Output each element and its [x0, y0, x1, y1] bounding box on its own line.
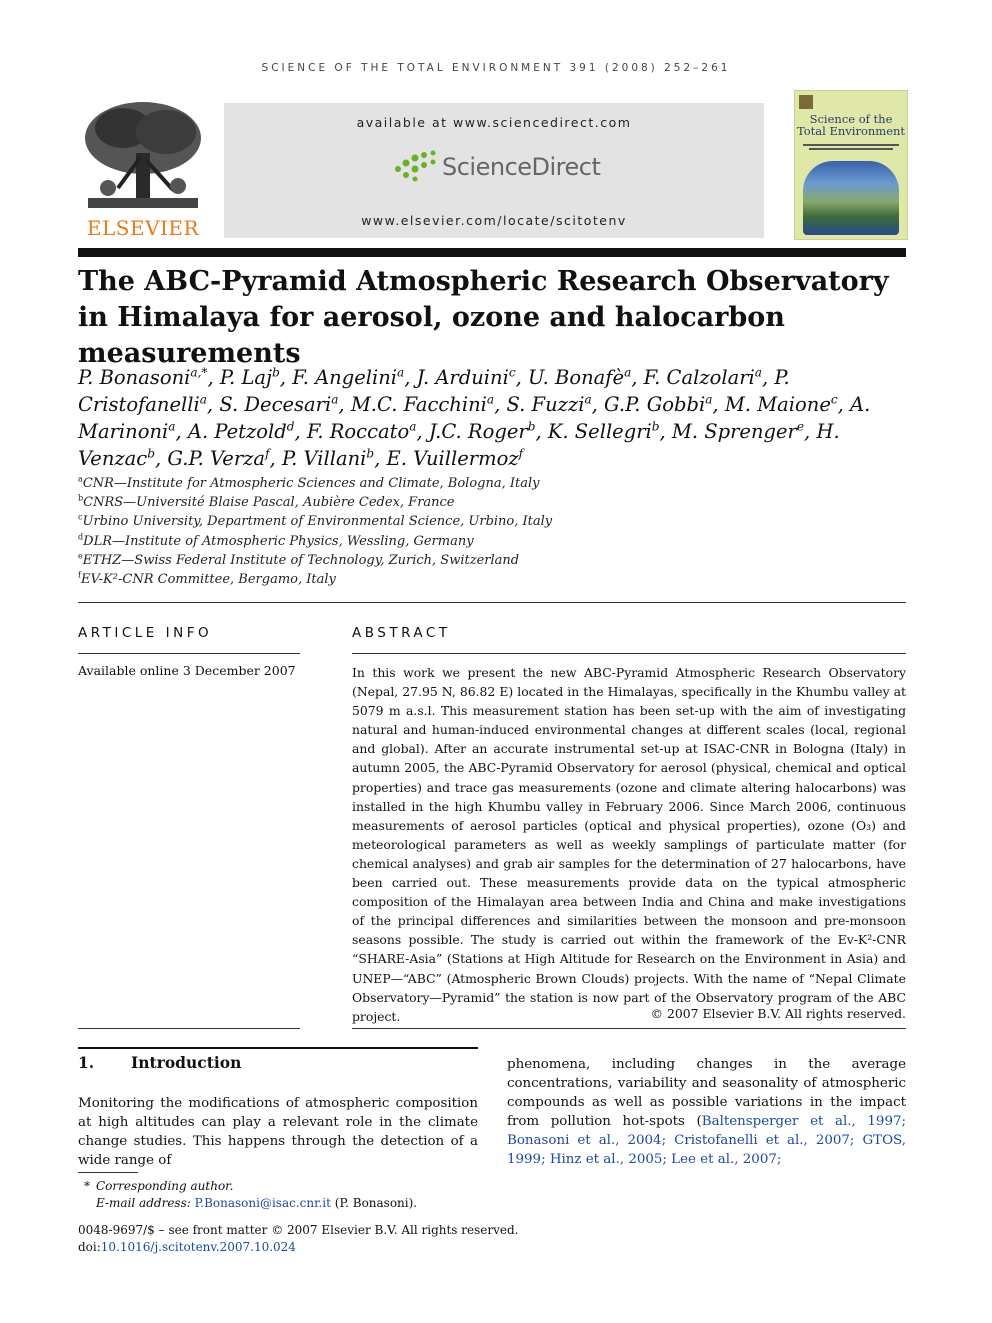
author-name: M.C. Facchini — [350, 393, 487, 416]
author-affiliation-mark: f — [265, 446, 270, 461]
author-affiliation-mark: a — [199, 392, 207, 407]
sciencedirect-wordmark: ScienceDirect — [442, 153, 601, 181]
email-label: E-mail address: — [96, 1196, 191, 1210]
sciencedirect-logo — [392, 149, 602, 189]
author-affiliation-mark: b — [147, 446, 155, 461]
doi-label: doi: — [78, 1240, 101, 1254]
email-owner: (P. Bonasoni). — [334, 1196, 418, 1210]
running-header: SCIENCE OF THE TOTAL ENVIRONMENT 391 (2008) 252–261 — [261, 62, 731, 74]
author-name: J.C. Roger — [428, 420, 528, 443]
journal-cover-title: Science of the Total Environment — [796, 112, 906, 138]
author-affiliation-mark: a — [584, 392, 592, 407]
affiliation-mark: a — [78, 474, 83, 484]
affiliation-mark: b — [78, 493, 84, 503]
affiliation-text: CNR—Institute for Atmospheric Sciences and Climate, Bologna, Italy — [82, 476, 540, 491]
author-affiliation-mark: c — [830, 392, 838, 407]
affiliation-mark: d — [78, 532, 84, 542]
author-list: P. Bonasoni$^{a,*}$, P. Laj$^b$, F. Angelini$^a$, J. Arduini$^c$, U. Bonafè$^a$, F. Calzolari$^a$, P. Cristofanelli$^a$, S. Decesari$^a$, M.C. Facchini$^a$, S. Fuzzi$^a$, G.P. Gobbi$^a$, M. Maione$^c$, A. Marinoni$^a$, A. Petzold$^d$, F. Roccato$^a$, J.C. Roger$^b$, K. Sellegri$^b$, M. Sprenger$^e$, H. Venzac$^b$, G.P. Verza$^f$, P. Villani$^b$, E. Vuillermoz$^f$ — [78, 365, 871, 470]
elsevier-wordmark: ELSEVIER — [86, 216, 200, 240]
author-affiliation-mark: e — [796, 419, 805, 434]
author-affiliation-mark: a,* — [190, 365, 208, 380]
intro-right-column — [507, 1055, 906, 1169]
affiliation — [78, 493, 678, 512]
author-affiliation-mark: b — [366, 446, 375, 461]
affiliation — [78, 532, 678, 551]
author-name: G.P. Gobbi — [604, 393, 706, 416]
author-name: P. Laj — [219, 366, 273, 389]
email-link[interactable]: P.Bonasoni@isac.cnr.it — [194, 1196, 331, 1210]
author-affiliation-mark: a — [409, 419, 417, 434]
sciencedirect-dots-icon — [392, 149, 440, 185]
author-name: U. Bonafè — [528, 366, 625, 389]
cover-landscape-image — [803, 161, 899, 235]
journal-cover — [794, 90, 908, 240]
intro-rule — [78, 1047, 478, 1049]
author-name: S. Decesari — [219, 393, 332, 416]
available-at-text[interactable]: available at www.sciencedirect.com — [356, 115, 632, 130]
affiliation — [78, 474, 678, 493]
cover-subtitle-lines — [803, 143, 899, 153]
author-affiliation-mark: a — [705, 392, 713, 407]
doi-link[interactable]: 10.1016/j.scitotenv.2007.10.024 — [100, 1240, 296, 1254]
author-affiliation-mark: a — [397, 365, 405, 380]
issn-line: 0048-9697/$ – see front matter © 2007 Elsevier B.V. All rights reserved. — [78, 1223, 519, 1237]
affiliation-list — [78, 474, 678, 589]
author-name: A. Marinoni — [78, 393, 871, 443]
article-info-rule — [78, 653, 300, 654]
section-number: 1. — [78, 1053, 95, 1072]
abstract-heading: ABSTRACT — [352, 625, 451, 641]
author-name: M. Sprenger — [671, 420, 797, 443]
section-title: Introduction — [131, 1053, 242, 1072]
author-affiliation-mark: c — [508, 365, 516, 380]
footnote — [78, 1178, 498, 1212]
elsevier-mini-logo-icon — [799, 95, 813, 109]
affiliation-text: Urbino University, Department of Environmental Science, Urbino, Italy — [82, 514, 553, 530]
author-affiliation-mark: b — [651, 419, 660, 434]
author-name: S. Fuzzi — [506, 393, 585, 416]
author-name: E. Vuillermoz — [386, 447, 519, 470]
affiliation — [78, 512, 678, 531]
author-affiliation-mark: b — [272, 365, 280, 380]
author-affiliation-mark: a — [331, 392, 339, 407]
author-name: P. Bonasoni — [78, 366, 191, 389]
elsevier-logo — [78, 98, 208, 240]
affiliation-mark: c — [78, 513, 83, 523]
author-affiliation-mark: a — [168, 419, 176, 434]
author-name: G.P. Verza — [167, 447, 266, 470]
section-heading-introduction — [78, 1053, 241, 1072]
footnote-rule — [78, 1172, 138, 1173]
affiliation-text: DLR—Institute of Atmospheric Physics, Wessling, Germany — [83, 533, 474, 549]
author-affiliation-mark: f — [518, 446, 524, 461]
author-name: F. Angelini — [292, 366, 398, 389]
abstract-rule — [352, 653, 906, 654]
author-affiliation-mark: a — [624, 365, 632, 380]
abstract-bottom-rule — [352, 1028, 906, 1029]
author-name: P. Cristofanelli — [78, 366, 790, 416]
article-info-heading: ARTICLE INFO — [78, 625, 213, 641]
sciencedirect-banner — [224, 103, 764, 238]
affiliation-text: ETHZ—Swiss Federal Institute of Technology, Zurich, Switzerland — [82, 552, 520, 568]
affiliation-text: CNRS—Université Blaise Pascal, Aubière Cedex, France — [83, 495, 455, 511]
header-rule — [78, 248, 906, 257]
abstract-text: In this work we present the new ABC-Pyramid Atmospheric Research Observatory (Nepal, 27.95 N, 86.82 E) located in the Himalayas, specifically in the Khumbu valley at 5079 m a.s.l. This measurement station has been set-up with the aim of investigating natural and human-induced environmental changes at different scales (local, regional and global). After an accurate instrumental set-up at ISAC-CNR in Bologna (Italy) in autumn 2005, the ABC-Pyramid Observatory for aerosol (physical, chemical and optical properties) and trace gas measurements (ozone and climate altering halocarbons) was installed in the high Khumbu valley in February 2006. Since March 2006, continuous measurements of aerosol particles (optical and physical properties), ozone (O₃) and meteorological parameters as well as weekly samplings of particulate matter (for chemical analyses) and grab air samples for the determination of 27 halocarbons, have been carried out. These measurements provide data on the typical atmospheric composition of the Himalayan area between India and China and make investigations of the principal differences and similarities between the monsoon and pre-monsoon seasons possible. The study is carried out within the framework of the Ev-K²-CNR “SHARE-Asia” (Stations at High Altitude for Research on the Environment in Asia) and UNEP—“ABC” (Atmospheric Brown Clouds) projects. With the name of “Nepal Climate Observatory—Pyramid” the station is now part of the Observatory program of the ABC project. — [352, 665, 906, 1024]
author-affiliation-mark: b — [527, 419, 536, 434]
available-online: Available online 3 December 2007 — [78, 663, 296, 678]
author-affiliation-mark: d — [286, 419, 295, 434]
author-name: F. Roccato — [306, 420, 410, 443]
author-name: P. Villani — [281, 447, 367, 470]
author-affiliation-mark: a — [486, 392, 495, 407]
author-name: K. Sellegri — [547, 420, 652, 443]
intro-right-text: phenomena, including changes in the average concentrations, variability and seasonality of atmospheric compounds as well as possible variations in the impact from pollution hot-spots ( — [507, 1057, 906, 1129]
article-title: The ABC-Pyramid Atmospheric Research Observatory in Himalaya for aerosol, ozone and halocarbon measurements — [78, 266, 889, 369]
author-name: A. Petzold — [187, 420, 287, 443]
abstract-copyright: © 2007 Elsevier B.V. All rights reserved. — [650, 1006, 906, 1021]
affiliation — [78, 570, 678, 589]
affiliation-text: EV-K²-CNR Committee, Bergamo, Italy — [80, 572, 336, 588]
intro-left-column: Monitoring the modifications of atmospheric composition at high altitudes can play a relevant role in the climate change studies. This happens through the detection of a wide range of — [78, 1096, 478, 1168]
front-matter — [78, 1222, 578, 1256]
footnote-mark: * — [84, 1179, 90, 1193]
journal-url[interactable]: www.elsevier.com/locate/scitotenv — [361, 213, 627, 228]
affiliation — [78, 551, 678, 570]
author-name: J. Arduini — [416, 366, 509, 389]
citation-links[interactable]: Baltensperger et al., 1997; Bonasoni et al., 2004; Cristofanelli et al., 2007; GTOS, 1999; Hinz et al., 2005; Lee et al., 2007; — [507, 1114, 906, 1167]
article-info-bottom-rule — [78, 1028, 300, 1029]
author-name: M. Maione — [724, 393, 831, 416]
section-rule — [78, 602, 906, 603]
affiliation-mark: f — [78, 570, 81, 580]
author-affiliation-mark: a — [754, 365, 762, 380]
elsevier-tree-icon — [78, 98, 208, 216]
corresponding-author-label: Corresponding author. — [96, 1179, 234, 1193]
author-name: F. Calzolari — [643, 366, 755, 389]
author-name: H. Venzac — [78, 420, 840, 470]
affiliation-mark: e — [78, 551, 83, 561]
